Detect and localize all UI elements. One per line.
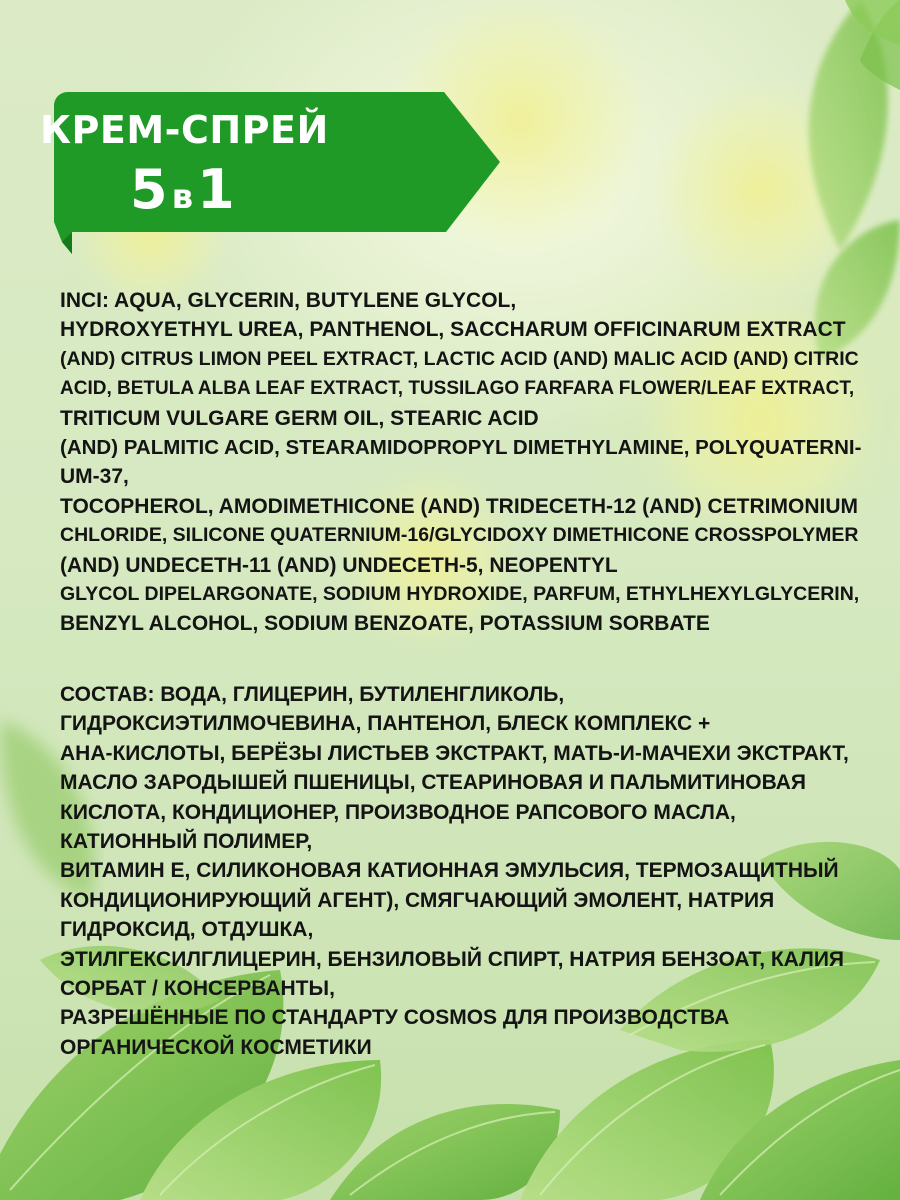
inci-line: TOCOPHEROL, AMODIMETHICONE (AND) TRIDECETH-12 (AND) CETRIMONIUM <box>60 494 858 518</box>
sostav-line: ГИДРОКСИЭТИЛМОЧЕВИНА, ПАНТЕНОЛ, БЛЕСК КОМПЛЕКС + <box>60 712 711 736</box>
subtitle-connector: в <box>171 177 194 217</box>
product-subtitle-5-in-1 <box>130 158 235 221</box>
sostav-line: РАЗРЕШЁННЫЕ ПО СТАНДАРТУ COSMOS ДЛЯ ПРОИЗВОДСТВА <box>60 1006 730 1030</box>
inci-line: CHLORIDE, SILICONE QUATERNIUM-16/GLYCIDOXY DIMETHICONE CROSSPOLYMER <box>60 524 859 547</box>
inci-line: GLYCOL DIPELARGONATE, SODIUM HYDROXIDE, PARFUM, ETHYLHEXYLGLYCERIN, <box>60 583 860 606</box>
sostav-line: КАТИОННЫЙ ПОЛИМЕР, <box>60 830 313 854</box>
sostav-line: СОСТАВ: ВОДА, ГЛИЦЕРИН, БУТИЛЕНГЛИКОЛЬ, <box>60 683 565 706</box>
subtitle-number-left: 5 <box>130 158 168 221</box>
inci-line: BENZYL ALCOHOL, SODIUM BENZOATE, POTASSIUM SORBATE <box>60 612 710 636</box>
inci-ingredients-text <box>60 286 870 639</box>
inci-line: (AND) PALMITIC ACID, STEARAMIDOPROPYL DIMETHYLAMINE, POLYQUATERNI- <box>60 436 862 460</box>
sostav-line: МАСЛО ЗАРОДЫШЕЙ ПШЕНИЦЫ, СТЕАРИНОВАЯ И ПАЛЬМИТИНОВАЯ <box>60 771 806 795</box>
inci-line: UM-37, <box>60 465 129 489</box>
sostav-line: КИСЛОТА, КОНДИЦИОНЕР, ПРОИЗВОДНОЕ РАПСОВОГО МАСЛА, <box>60 800 736 824</box>
product-title: КРЕМ-СПРЕЙ <box>40 108 329 152</box>
sostav-line: ВИТАМИН Е, СИЛИКОНОВАЯ КАТИОННАЯ ЭМУЛЬСИЯ, ТЕРМОЗАЩИТНЫЙ <box>60 859 839 883</box>
sostav-line: АНА-КИСЛОТЫ, БЕРЁЗЫ ЛИСТЬЕВ ЭКСТРАКТ, МАТЬ-И-МАЧЕХИ ЭКСТРАКТ, <box>60 741 849 765</box>
sostav-line: ГИДРОКСИД, ОТДУШКА, <box>60 918 314 942</box>
sostav-line: СОРБАТ / КОНСЕРВАНТЫ, <box>60 977 335 1001</box>
inci-line: (AND) CITRUS LIMON PEEL EXTRACT, LACTIC ACID (AND) MALIC ACID (AND) CITRIC <box>60 347 859 370</box>
inci-line: INCI: AQUA, GLYCERIN, BUTYLENE GLYCOL, <box>60 289 517 312</box>
inci-line: HYDROXYETHYL UREA, PANTHENOL, SACCHARUM OFFICINARUM EXTRACT <box>60 318 846 342</box>
sostav-line: КОНДИЦИОНИРУЮЩИЙ АГЕНТ), СМЯГЧАЮЩИЙ ЭМОЛЕНТ, НАТРИЯ <box>60 888 775 912</box>
subtitle-number-right: 1 <box>197 158 235 221</box>
inci-line: (AND) UNDECETH-11 (AND) UNDECETH-5, NEOPENTYL <box>60 553 618 577</box>
inci-line: ACID, BETULA ALBA LEAF EXTRACT, TUSSILAGO FARFARA FLOWER/LEAF EXTRACT, <box>60 378 855 400</box>
sostav-line: ЭТИЛГЕКСИЛГЛИЦЕРИН, БЕНЗИЛОВЫЙ СПИРТ, НАТРИЯ БЕНЗОАТ, КАЛИЯ <box>60 947 845 971</box>
inci-line: TRITICUM VULGARE GERM OIL, STEARIC ACID <box>60 406 539 430</box>
sostav-line: ОРГАНИЧЕСКОЙ КОСМЕТИКИ <box>60 1035 372 1059</box>
sostav-ingredients-text <box>60 680 870 1062</box>
